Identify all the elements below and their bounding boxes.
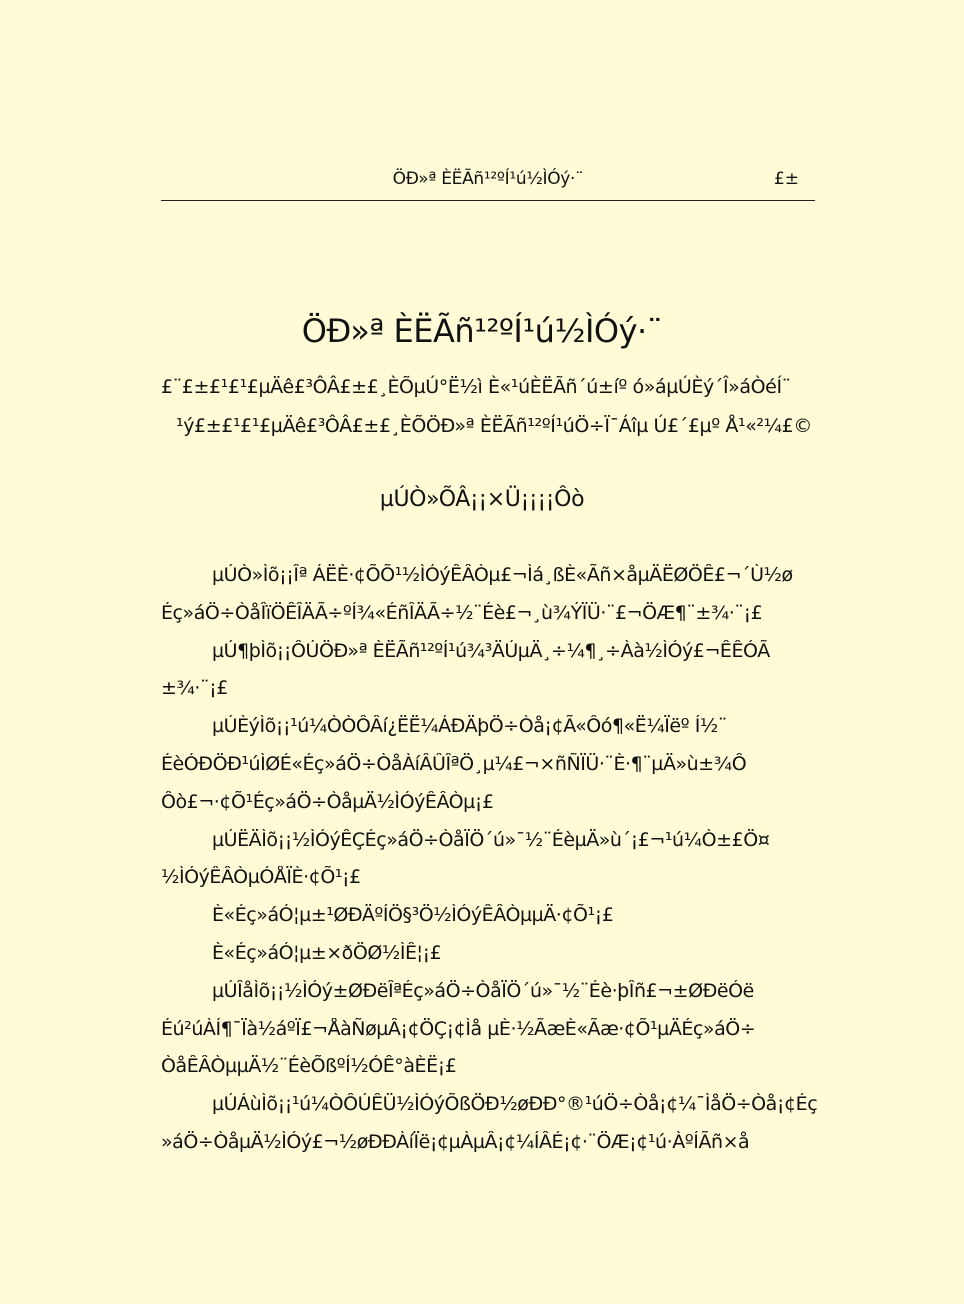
paragraph-first-line: È«Éç»áÓ¦µ±×ðÖØ½ÌÊ¦¡£: [212, 942, 442, 964]
paragraph-continuation-line: ÉèÓÐÖÐ¹úÌØÉ«Éç»áÖ÷ÒåÀíÂÛÎªÖ¸µ¼£¬×ñÑÏÜ·¨È·¶¨µÄ»ù±¾Ô: [161, 753, 747, 775]
paragraph-first-line: µÚÁùÌõ¡¡¹ú¼ÒÔÚÊÜ½ÌÓýÕßÖÐ½øÐÐ°®¹úÖ÷Òå¡¢¼¯ÌåÖ÷Òå¡¢Éç: [212, 1093, 818, 1115]
document-title: ÖÐ»ª ÈËÃñ¹²ºÍ¹ú½ÌÓý·¨: [301, 312, 663, 350]
chapter-heading: µÚÒ»ÕÂ¡¡×Ü¡¡¡¡Ôò: [379, 487, 585, 512]
paragraph-continuation-line: ÒåÊÂÒµµÄ½¨ÉèÕßºÍ½ÓÊ°àÈË¡£: [161, 1055, 457, 1077]
paragraph-continuation-line: »áÖ÷ÒåµÄ½ÌÓý£¬½øÐÐÀíÏë¡¢µÀµÂ¡¢¼ÍÂÉ¡¢·¨ÖÆ¡¢¹ú·ÀºÍÃñ×å: [161, 1131, 750, 1153]
paragraph-continuation-line: Éç»áÖ÷ÒåÎïÖÊÎÄÃ÷ºÍ¾«ÉñÎÄÃ÷½¨Éè£¬¸ù¾ÝÏÜ·¨£¬ÖÆ¶¨±¾·¨¡£: [161, 602, 763, 624]
paragraph-continuation-line: Éú²úÀÍ¶¯Ïà½áºÏ£¬ÅàÑøµÂ¡¢ÖÇ¡¢Ìå µÈ·½ÃæÈ«Ãæ·¢Õ¹µÄÉç»áÖ÷: [161, 1018, 756, 1040]
paragraph-first-line: µÚÒ»Ìõ¡¡Îª ÁËÈ·¢ÕÕ¹½ÌÓýÊÂÒµ£¬Ìá¸ßÈ«Ãñ×åµÄËØÖÊ£¬´Ù½ø: [212, 564, 793, 586]
paragraph-first-line: µÚ¶þÌõ¡¡ÔÚÖÐ»ª ÈËÃñ¹²ºÍ¹ú¾³ÄÚµÄ¸÷¼¶¸÷Àà½ÌÓý£¬ÊÊÓÃ: [212, 640, 770, 662]
paragraph-first-line: µÚÎåÌõ¡¡½ÌÓý±ØÐëÎªÉç»áÖ÷ÒåÏÖ´ú»¯½¨Éè·þÎñ£¬±ØÐëÓë: [212, 980, 754, 1002]
header-title: ÖÐ»ª ÈËÃñ¹²ºÍ¹ú½ÌÓý·¨: [392, 169, 584, 189]
paragraph-first-line: È«Éç»áÓ¦µ±¹ØÐÄºÍÖ§³Ö½ÌÓýÊÂÒµµÄ·¢Õ¹¡£: [212, 904, 614, 926]
page-number: £±: [773, 169, 799, 189]
paragraph-continuation-line: ±¾·¨¡£: [161, 677, 228, 699]
paragraph-first-line: µÚËÄÌõ¡¡½ÌÓýÊÇÉç»áÖ÷ÒåÏÖ´ú»¯½¨ÉèµÄ»ù´¡£¬¹ú¼Ò±£Ö¤: [212, 829, 770, 851]
paragraph-continuation-line: ½ÌÓýÊÂÒµÓÅÏÈ·¢Õ¹¡£: [161, 866, 361, 888]
intro-line: £¨£±£¹£¹£µÄê£³ÔÂ£±£¸ÈÕµÚ°Ë½ì È«¹úÈËÃñ´ú±íº ó»áµÚÈý´Î»áÒéÍ¨: [161, 376, 791, 398]
paragraph-continuation-line: Ôò£¬·¢Õ¹Éç»áÖ÷ÒåµÄ½ÌÓýÊÂÒµ¡£: [161, 791, 494, 813]
intro-line: ¹ý£±£¹£¹£µÄê£³ÔÂ£±£¸ÈÕÖÐ»ª ÈËÃñ¹²ºÍ¹úÖ÷Ï¯Áîµ Ú£´£µº Å¹«²¼£©: [176, 415, 812, 437]
paragraph-first-line: µÚÈýÌõ¡¡¹ú¼ÒÒÔÂí¿ËË¼ÁÐÄþÖ÷Òå¡¢Ã«Ôó¶«Ë¼Ïëº Í½¨: [212, 715, 727, 737]
running-header: [161, 166, 815, 201]
